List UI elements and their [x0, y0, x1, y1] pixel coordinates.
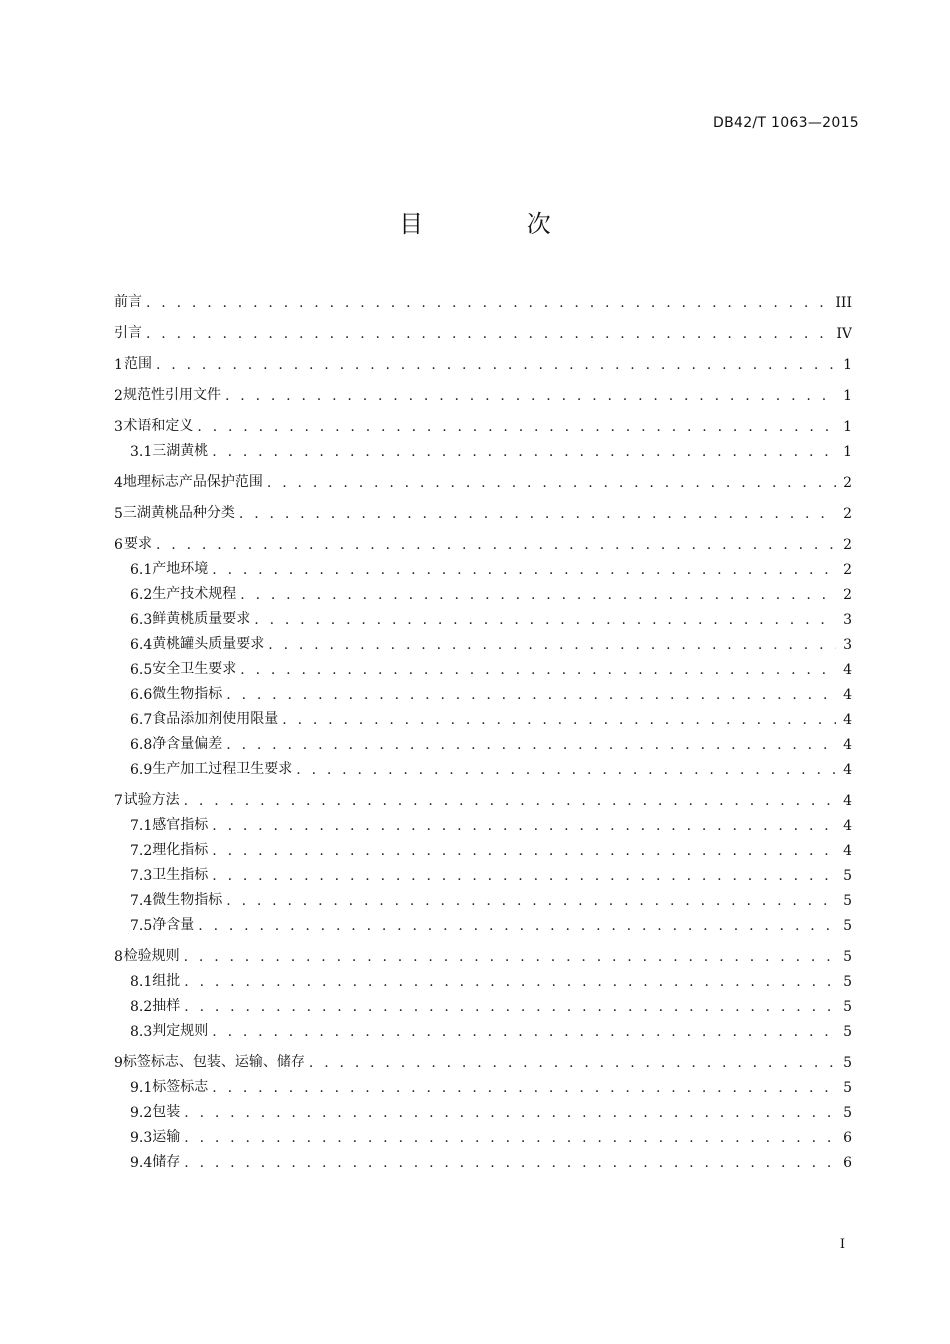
- dot-leader: [226, 737, 836, 753]
- toc-entry-page: 4: [843, 662, 852, 678]
- dot-leader: [146, 326, 830, 342]
- toc-entry-number: 3.1: [130, 444, 153, 460]
- toc-entry-number: 4: [114, 475, 123, 491]
- toc-entry[interactable]: [114, 965, 852, 990]
- toc-entry-page: III: [835, 295, 852, 311]
- toc-entry-number: 9: [114, 1055, 123, 1071]
- toc-entry[interactable]: [114, 578, 852, 603]
- toc-entry-number: 8.2: [130, 999, 153, 1015]
- dot-leader: [212, 1080, 836, 1096]
- toc-entry-title: 鲜黄桃质量要求: [152, 611, 251, 627]
- dot-leader: [267, 475, 836, 491]
- toc-entry-number: 6.5: [130, 662, 153, 678]
- toc-entry-page: 4: [843, 762, 852, 778]
- toc-entry[interactable]: [114, 628, 852, 653]
- toc-entry[interactable]: [114, 1146, 852, 1171]
- toc-entry-page: IV: [836, 326, 852, 342]
- toc-entry[interactable]: [114, 809, 852, 834]
- dot-leader: [212, 868, 836, 884]
- toc-entry[interactable]: [114, 603, 852, 628]
- toc-entry-number: 9.4: [130, 1155, 153, 1171]
- toc-entry-number: 7.4: [130, 893, 153, 909]
- toc-entry-number: 5: [114, 506, 123, 522]
- toc-entry-title: 运输: [152, 1129, 181, 1145]
- toc-entry[interactable]: [114, 1096, 852, 1121]
- toc-entry-page: 5: [843, 1080, 852, 1096]
- toc-entry-number: 6.7: [130, 712, 153, 728]
- toc-entry-number: 6.3: [130, 612, 153, 628]
- toc-entry-number: 9.2: [130, 1105, 153, 1121]
- toc-entry[interactable]: [114, 834, 852, 859]
- toc-entry-title: 净含量偏差: [152, 736, 223, 752]
- dot-leader: [212, 562, 836, 578]
- toc-entry-title: 规范性引用文件: [122, 387, 221, 403]
- toc-entry-number: 6.2: [130, 587, 153, 603]
- toc-entry-page: 4: [843, 818, 852, 834]
- toc-entry[interactable]: [114, 784, 852, 809]
- toc-title: 目 次: [399, 210, 599, 238]
- toc-entry[interactable]: [114, 435, 852, 460]
- toc-entry-page: 5: [843, 1024, 852, 1040]
- toc-entry-title: 术语和定义: [123, 418, 194, 434]
- toc-entry[interactable]: [114, 653, 852, 678]
- dot-leader: [225, 388, 836, 404]
- toc-entry-page: 4: [843, 843, 852, 859]
- toc-entry-number: 6: [114, 537, 123, 553]
- toc-entry-title: 三湖黄桃: [152, 443, 209, 459]
- toc-entry-title: 感官指标: [152, 817, 209, 833]
- toc-entry-number: 2: [114, 388, 123, 404]
- dot-leader: [156, 537, 836, 553]
- dot-leader: [184, 999, 836, 1015]
- toc-entry[interactable]: [114, 348, 852, 373]
- toc-entry[interactable]: [114, 859, 852, 884]
- toc-entry-title: 储存: [152, 1154, 181, 1170]
- dot-leader: [212, 818, 836, 834]
- toc-entry[interactable]: [114, 728, 852, 753]
- toc-entry-page: 6: [843, 1155, 852, 1171]
- dot-leader: [254, 612, 836, 628]
- toc-entry[interactable]: [114, 528, 852, 553]
- dot-leader: [184, 949, 836, 965]
- toc-entry[interactable]: [114, 410, 852, 435]
- toc-entry[interactable]: [114, 703, 852, 728]
- toc-entry[interactable]: [114, 379, 852, 404]
- toc-entry-title: 判定规则: [152, 1023, 209, 1039]
- dot-leader: [146, 295, 829, 311]
- dot-leader: [226, 893, 836, 909]
- toc-entry-title: 生产技术规程: [152, 586, 237, 602]
- toc-entry-title: 试验方法: [123, 792, 180, 808]
- dot-leader: [309, 1055, 836, 1071]
- toc-entry[interactable]: [114, 286, 852, 311]
- toc-entry-page: 5: [843, 893, 852, 909]
- toc-entry-title: 前言: [114, 294, 142, 310]
- document-code: DB42/T 1063—2015: [713, 115, 859, 131]
- toc-entry-number: 9.3: [130, 1130, 153, 1146]
- dot-leader: [268, 637, 836, 653]
- toc-entry-title: 生产加工过程卫生要求: [152, 761, 293, 777]
- toc-entry[interactable]: [114, 1071, 852, 1096]
- toc-entry[interactable]: [114, 990, 852, 1015]
- dot-leader: [212, 1024, 836, 1040]
- dot-leader: [240, 587, 836, 603]
- toc-entry-number: 3: [114, 419, 123, 435]
- toc-entry-page: 1: [843, 388, 852, 404]
- toc-entry-page: 4: [843, 793, 852, 809]
- toc-entry-page: 5: [843, 949, 852, 965]
- toc-entry-page: 4: [843, 737, 852, 753]
- toc-entry-page: 2: [843, 587, 852, 603]
- toc-entry-page: 2: [843, 506, 852, 522]
- dot-leader: [184, 1105, 836, 1121]
- toc-entry-page: 3: [843, 612, 852, 628]
- dot-leader: [184, 1130, 836, 1146]
- dot-leader: [212, 843, 836, 859]
- toc-entry-page: 5: [843, 1055, 852, 1071]
- dot-leader: [240, 662, 836, 678]
- dot-leader: [296, 762, 836, 778]
- toc-entry-title: 微生物指标: [152, 892, 223, 908]
- dot-leader: [212, 444, 836, 460]
- toc-entry-title: 标签标志: [152, 1079, 209, 1095]
- toc-entry-title: 抽样: [152, 998, 181, 1014]
- toc-entry[interactable]: [114, 317, 852, 342]
- toc-entry-page: 3: [843, 637, 852, 653]
- toc-entry-page: 1: [843, 419, 852, 435]
- toc-entry-number: 7.2: [130, 843, 153, 859]
- toc-entry-page: 6: [843, 1130, 852, 1146]
- toc-entry-page: 4: [843, 687, 852, 703]
- toc-entry-page: 5: [843, 918, 852, 934]
- toc-entry-number: 1: [114, 357, 123, 373]
- toc-entry-number: 6.4: [130, 637, 153, 653]
- toc-entry-page: 4: [843, 712, 852, 728]
- toc-entry[interactable]: [114, 466, 852, 491]
- dot-leader: [197, 419, 836, 435]
- dot-leader: [239, 506, 836, 522]
- toc-entry-title: 产地环境: [152, 561, 209, 577]
- toc-entry-title: 地理标志产品保护范围: [122, 474, 263, 490]
- toc-entry-title: 卫生指标: [152, 867, 209, 883]
- toc-entry-page: 1: [843, 444, 852, 460]
- toc-entry-number: 7: [114, 793, 123, 809]
- toc-entry[interactable]: [114, 1046, 852, 1071]
- toc-entry-number: 6.8: [130, 737, 153, 753]
- toc-entry-number: 8: [114, 949, 123, 965]
- dot-leader: [184, 1155, 836, 1171]
- toc-entry[interactable]: [114, 1121, 852, 1146]
- toc-entry-number: 8.3: [130, 1024, 153, 1040]
- toc-entry-title: 检验规则: [123, 948, 180, 964]
- toc-entry[interactable]: [114, 497, 852, 522]
- toc-entry-page: 1: [843, 357, 852, 373]
- toc-entry-title: 要求: [124, 536, 152, 552]
- toc-entry-title: 组批: [152, 973, 181, 989]
- page-number: I: [839, 1237, 845, 1252]
- toc-entry-title: 微生物指标: [152, 686, 223, 702]
- toc-entry-title: 三湖黄桃品种分类: [122, 505, 235, 521]
- table-of-contents: [114, 286, 852, 1171]
- dot-leader: [226, 687, 836, 703]
- toc-entry-title: 食品添加剂使用限量: [152, 711, 279, 727]
- dot-leader: [184, 793, 836, 809]
- dot-leader: [282, 712, 836, 728]
- toc-entry[interactable]: [114, 940, 852, 965]
- toc-entry-title: 理化指标: [152, 842, 209, 858]
- toc-entry[interactable]: [114, 553, 852, 578]
- toc-entry-number: 7.3: [130, 868, 153, 884]
- toc-entry[interactable]: [114, 1015, 852, 1040]
- toc-entry-title: 引言: [114, 325, 142, 341]
- toc-entry-number: 6.1: [130, 562, 153, 578]
- dot-leader: [156, 357, 836, 373]
- toc-entry[interactable]: [114, 753, 852, 778]
- toc-entry-page: 2: [843, 537, 852, 553]
- toc-entry-title: 黄桃罐头质量要求: [152, 636, 265, 652]
- toc-entry-number: 6.9: [130, 762, 153, 778]
- toc-entry-page: 5: [843, 974, 852, 990]
- toc-entry[interactable]: [114, 909, 852, 934]
- toc-entry-title: 标签标志、包装、运输、储存: [122, 1054, 305, 1070]
- toc-entry-page: 2: [843, 562, 852, 578]
- toc-entry[interactable]: [114, 884, 852, 909]
- toc-entry-number: 6.6: [130, 687, 153, 703]
- toc-entry-number: 7.1: [130, 818, 153, 834]
- dot-leader: [184, 974, 836, 990]
- toc-entry-number: 9.1: [130, 1080, 153, 1096]
- toc-entry-title: 范围: [124, 356, 152, 372]
- toc-entry[interactable]: [114, 678, 852, 703]
- toc-entry-title: 包装: [152, 1104, 181, 1120]
- toc-entry-page: 5: [843, 868, 852, 884]
- toc-entry-title: 安全卫生要求: [152, 661, 237, 677]
- dot-leader: [198, 918, 836, 934]
- toc-entry-title: 净含量: [152, 917, 195, 933]
- toc-entry-number: 8.1: [130, 974, 153, 990]
- toc-entry-page: 2: [843, 475, 852, 491]
- toc-entry-number: 7.5: [130, 918, 153, 934]
- toc-entry-page: 5: [843, 999, 852, 1015]
- toc-entry-page: 5: [843, 1105, 852, 1121]
